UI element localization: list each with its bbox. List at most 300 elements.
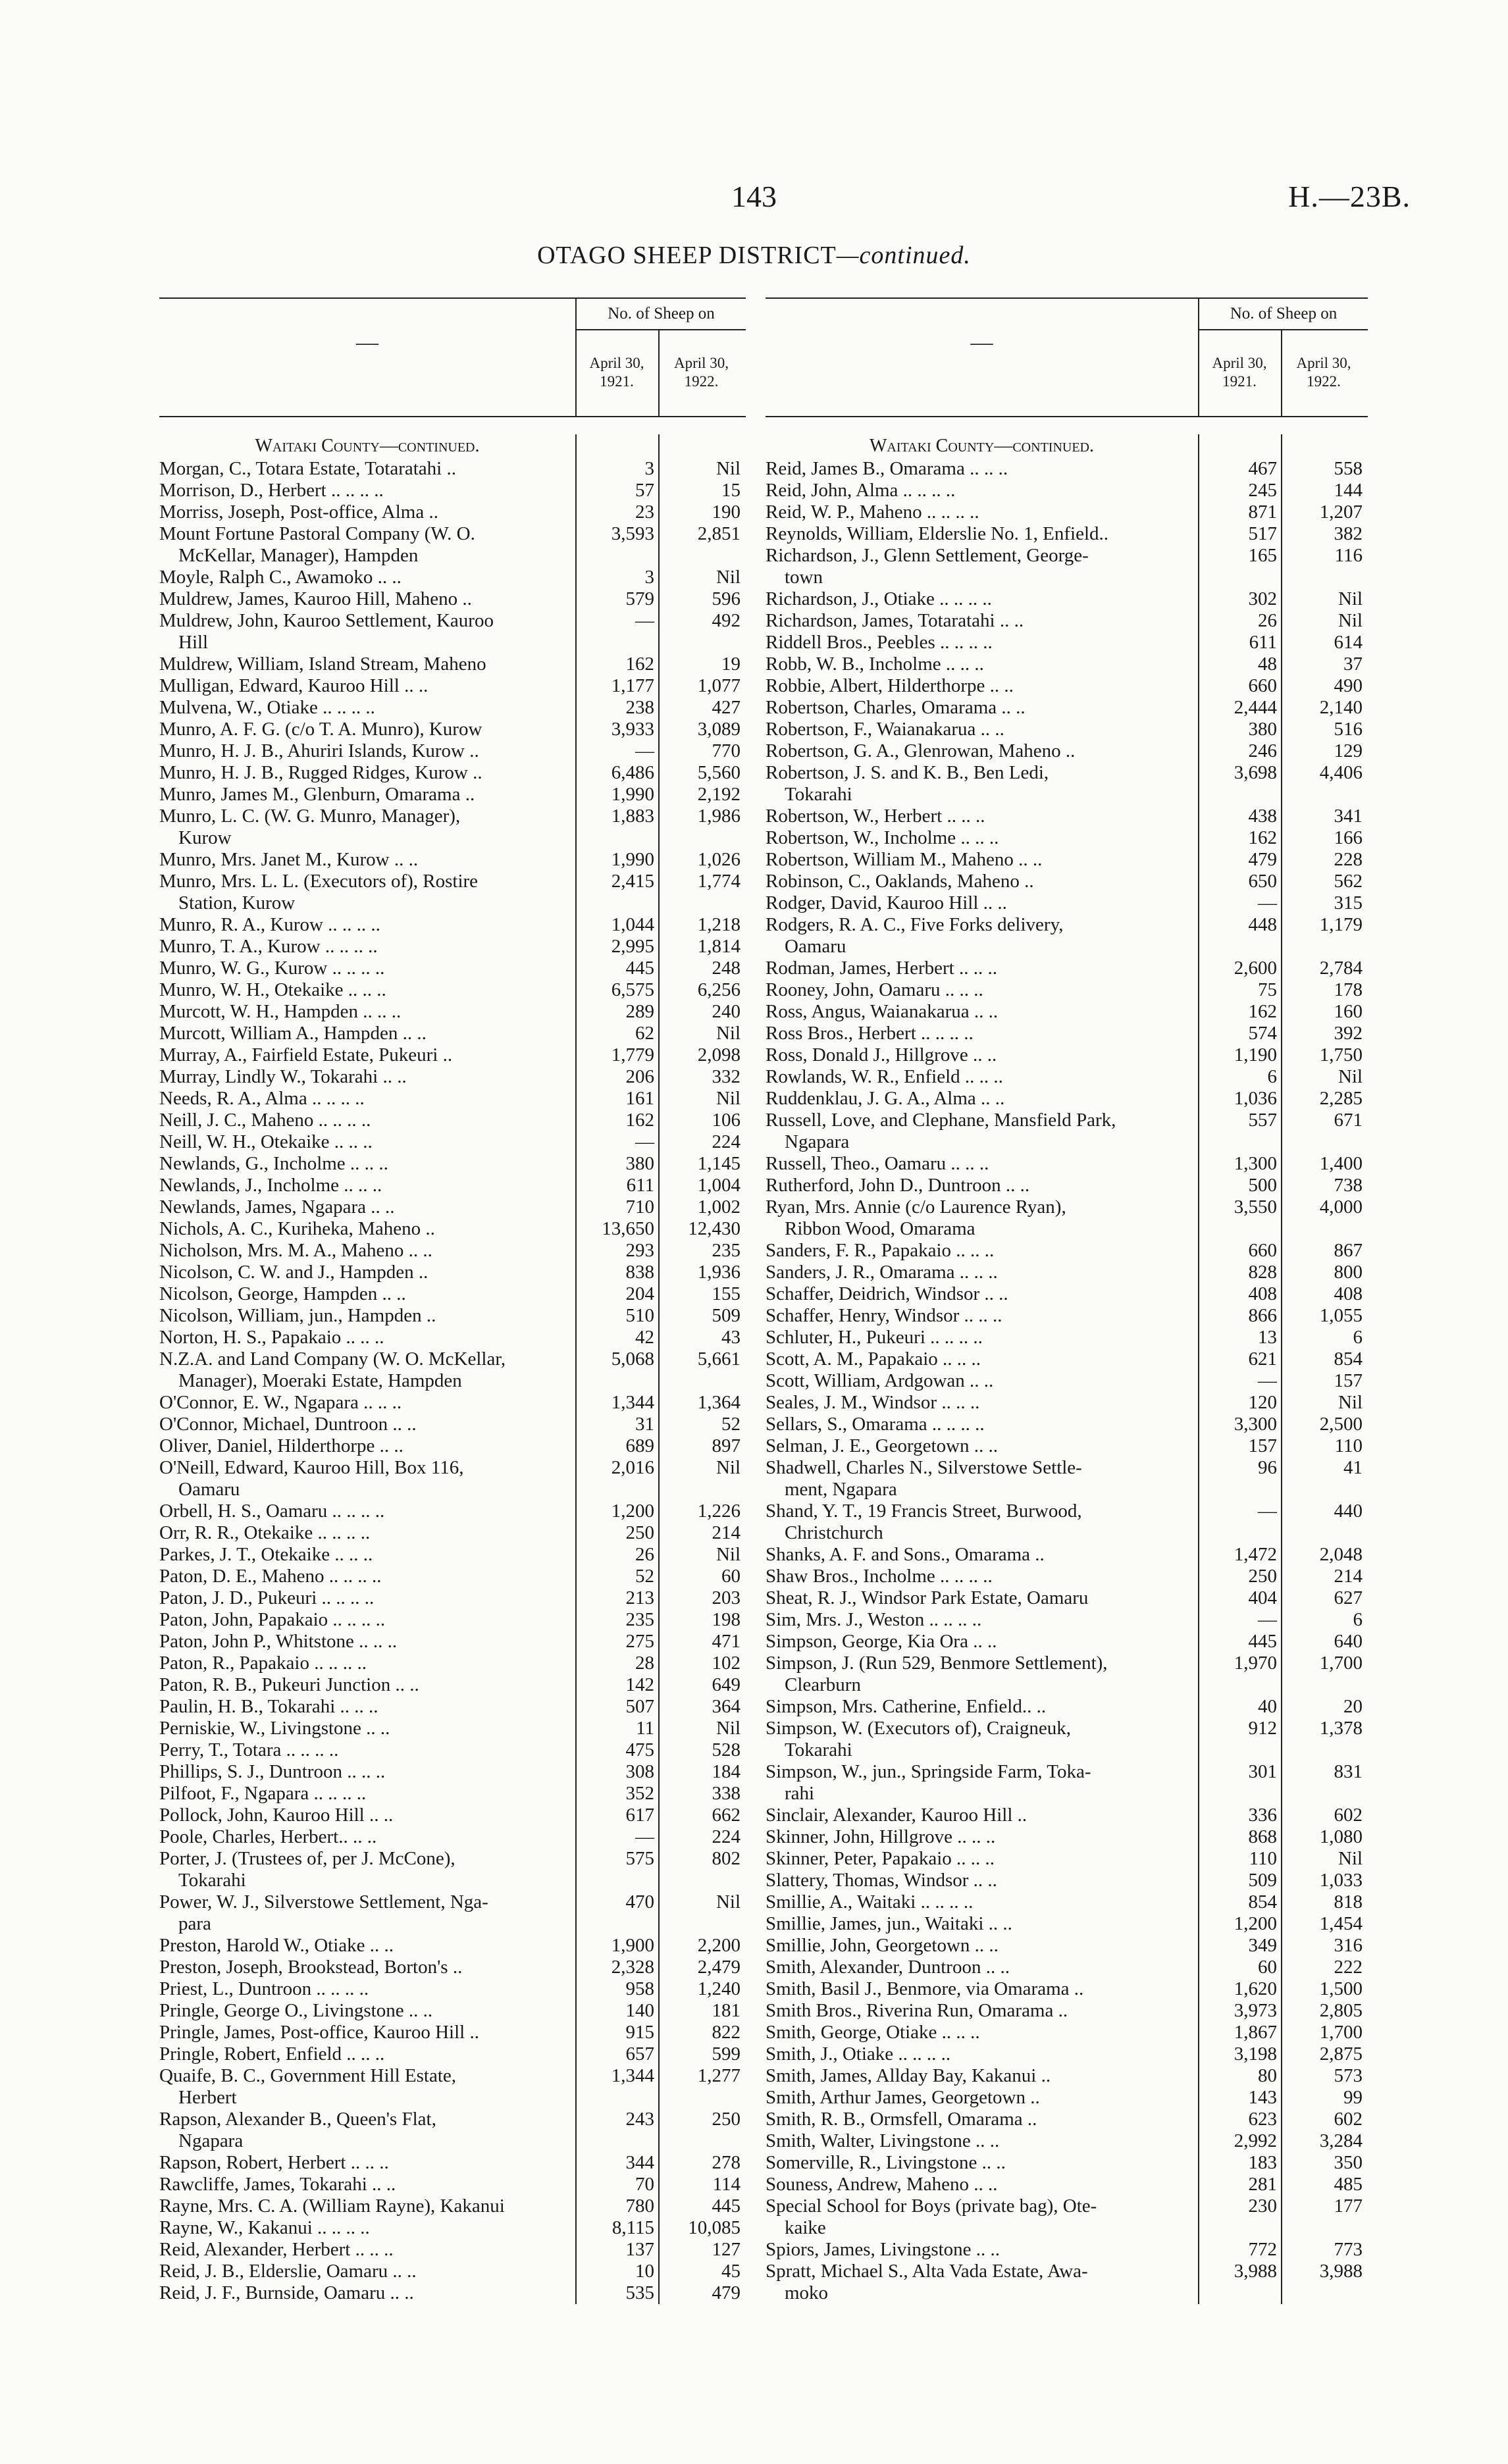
sheep-1921: 660 — [1248, 1240, 1277, 1261]
table-row — [766, 1913, 1368, 1935]
table-row — [766, 675, 1368, 697]
owner-name: Muldrew, William, Island Stream, Maheno — [159, 654, 486, 675]
sheep-1922: 214 — [1334, 1566, 1363, 1587]
owner-name: Seales, J. M., Windsor .. .. .. — [766, 1392, 980, 1413]
col-1921-header — [1198, 330, 1281, 415]
sheep-1922: 1,240 — [697, 1978, 741, 1999]
table-row — [766, 1696, 1368, 1718]
owner-name: Muldrew, John, Kauroo Settlement, Kauroo Hill — [159, 610, 494, 653]
table-row — [766, 1088, 1368, 1110]
owner-name: Parkes, J. T., Otekaike .. .. .. — [159, 1544, 373, 1565]
sheep-1922: 867 — [1334, 1240, 1363, 1261]
table-row — [766, 1153, 1368, 1175]
sheep-1922: 6,256 — [697, 979, 741, 1000]
sheep-1922: 1,077 — [697, 675, 741, 696]
table-row — [766, 1587, 1368, 1609]
sheep-1921: 1,044 — [611, 914, 654, 935]
sheep-1922: 203 — [712, 1587, 741, 1608]
table-row — [766, 1631, 1368, 1653]
table-row — [766, 2000, 1368, 2022]
sheep-1922: 490 — [1334, 675, 1363, 696]
blank-column-header: — — [356, 330, 378, 355]
owner-name: Spiors, James, Livingstone .. .. — [766, 2239, 1001, 2260]
sheep-1921: 31 — [635, 1414, 654, 1435]
table-row — [766, 1435, 1368, 1457]
owner-name: Needs, R. A., Alma .. .. .. .. — [159, 1088, 365, 1109]
sheep-1921: 206 — [625, 1066, 654, 1087]
sheep-1922: 106 — [712, 1110, 741, 1131]
owner-name: Schluter, H., Pukeuri .. .. .. .. — [766, 1327, 983, 1348]
sheep-1921: 42 — [635, 1327, 654, 1348]
sheep-1922: 2,140 — [1319, 697, 1363, 718]
left-table-header — [159, 297, 746, 417]
sheep-1922: Nil — [715, 1891, 741, 1912]
table-row — [766, 2152, 1368, 2174]
sheep-1921: 165 — [1248, 545, 1277, 566]
sheep-1922: 2,875 — [1319, 2043, 1363, 2065]
table-row — [766, 1066, 1368, 1088]
sheep-1922: 240 — [712, 1001, 741, 1022]
sheep-1921: 958 — [625, 1978, 654, 1999]
owner-name: Rapson, Alexander B., Queen's Flat, Ngapara — [159, 2109, 436, 2151]
sheep-1922: 558 — [1334, 458, 1363, 479]
sheep-1921: 183 — [1248, 2152, 1277, 2173]
right-table — [766, 297, 1368, 2304]
sheep-1922: 116 — [1334, 545, 1363, 566]
owner-name: Munro, T. A., Kurow .. .. .. .. — [159, 936, 378, 957]
owner-name: Reid, J. F., Burnside, Oamaru .. .. — [159, 2282, 414, 2303]
sheep-1922: Nil — [1338, 1066, 1363, 1087]
table-row — [766, 719, 1368, 740]
sheep-1921: 380 — [625, 1153, 654, 1174]
sheep-1921: 250 — [625, 1522, 654, 1543]
page-number: 143 — [731, 180, 777, 213]
sheep-1922: 10,085 — [688, 2217, 741, 2238]
col-1922-header — [1281, 330, 1366, 415]
sheep-1921: 475 — [625, 1739, 654, 1760]
col-1922-date: April 30, — [1296, 355, 1351, 371]
table-row — [766, 914, 1368, 958]
table-row — [766, 1935, 1368, 1957]
owner-name: Munro, H. J. B., Rugged Ridges, Kurow .. — [159, 762, 482, 783]
owner-name: Smith, Basil J., Benmore, via Omarama .. — [766, 1978, 1084, 1999]
owner-name: Rooney, John, Oamaru .. .. .. — [766, 979, 983, 1000]
sheep-1921: 161 — [625, 1088, 654, 1109]
column-divider — [658, 434, 660, 2304]
sheep-1921: — — [635, 1131, 654, 1152]
sheep-1921: 866 — [1248, 1305, 1277, 1326]
sheep-1921: 8,115 — [611, 2217, 654, 2238]
owner-name: Smith Bros., Riverina Run, Omarama .. — [766, 2000, 1068, 2021]
owner-name: Munro, R. A., Kurow .. .. .. .. — [159, 914, 380, 935]
sheep-1922: Nil — [715, 1088, 741, 1109]
sheep-1921: 3,988 — [1234, 2261, 1277, 2282]
sheep-1922: 562 — [1334, 871, 1363, 892]
sheep-1922: 1,080 — [1319, 1826, 1363, 1847]
sheep-1921: 344 — [625, 2152, 654, 2173]
sheep-1921: 2,992 — [1234, 2130, 1277, 2151]
sheep-1921: 275 — [625, 1631, 654, 1652]
table-row — [766, 458, 1368, 480]
sheep-1921: 1,883 — [611, 806, 654, 827]
sheep-1922: 2,479 — [697, 1957, 741, 1978]
owner-name: Perniskie, W., Livingstone .. .. — [159, 1718, 390, 1739]
owner-name: Morgan, C., Totara Estate, Totaratahi .. — [159, 458, 456, 479]
sheep-1922: 649 — [712, 1674, 741, 1695]
sheep-1921: 2,995 — [611, 936, 654, 957]
sheep-1921: 246 — [1248, 740, 1277, 761]
owner-name: Nicolson, William, jun., Hampden .. — [159, 1305, 436, 1326]
sheep-1922: 248 — [712, 958, 741, 979]
owner-name: Pilfoot, F., Ngapara .. .. .. .. — [159, 1783, 367, 1804]
report-reference: H.—23B. — [1288, 180, 1411, 213]
sheep-1921: 2,600 — [1234, 958, 1277, 979]
sheep-1921: 23 — [635, 501, 654, 523]
sheep-1922: 350 — [1334, 2152, 1363, 2173]
sheep-1922: 627 — [1334, 1587, 1363, 1608]
sheep-1922: 509 — [712, 1305, 741, 1326]
col-1922-header — [658, 330, 744, 415]
sheep-1921: 75 — [1258, 979, 1277, 1000]
table-row — [766, 2043, 1368, 2065]
sheep-1922: 41 — [1343, 1457, 1363, 1478]
sheep-1922: 1,700 — [1319, 2022, 1363, 2043]
sheep-1922: 214 — [712, 1522, 741, 1543]
owner-name: Smith, J., Otiake .. .. .. .. — [766, 2043, 951, 2065]
sheep-1922: 1,936 — [697, 1262, 741, 1283]
table-row — [766, 871, 1368, 892]
sheep-1922: 2,500 — [1319, 1414, 1363, 1435]
sheep-1922: 1,179 — [1319, 914, 1363, 935]
sheep-1921: — — [635, 1826, 654, 1847]
owner-name: Souness, Andrew, Maheno .. .. — [766, 2174, 998, 2195]
sheep-1922: 250 — [712, 2109, 741, 2130]
table-row — [766, 1978, 1368, 2000]
owner-name: Smillie, A., Waitaki .. .. .. .. — [766, 1891, 974, 1912]
sheep-1921: 230 — [1248, 2195, 1277, 2217]
owner-name: Skinner, John, Hillgrove .. .. .. — [766, 1826, 996, 1847]
owner-name: Sinclair, Alexander, Kauroo Hill .. — [766, 1805, 1027, 1826]
owner-name: Shand, Y. T., 19 Francis Street, Burwood, Christchurch — [766, 1501, 1082, 1543]
sheep-1921: 579 — [625, 588, 654, 609]
sheep-1921: 162 — [625, 1110, 654, 1131]
left-table — [159, 297, 746, 2304]
sheep-1921: 142 — [625, 1674, 654, 1695]
col-1922-year: 1922. — [1307, 373, 1341, 390]
sheep-1922: 102 — [712, 1653, 741, 1674]
owner-name: Schaffer, Henry, Windsor .. .. .. — [766, 1305, 1002, 1326]
owner-name: Pollock, John, Kauroo Hill .. .. — [159, 1805, 394, 1826]
owner-name: Priest, L., Duntroon .. .. .. .. — [159, 1978, 369, 1999]
sheep-1921: 838 — [625, 1262, 654, 1283]
sheep-1921: — — [1258, 892, 1277, 913]
sheep-1921: 1,900 — [611, 1935, 654, 1956]
sheep-1922: 278 — [712, 2152, 741, 2173]
table-row — [766, 2130, 1368, 2152]
sheep-1921: 140 — [625, 2000, 654, 2021]
sheep-1922: 1,750 — [1319, 1044, 1363, 1065]
owner-name: Special School for Boys (private bag), Ote- kaike — [766, 2195, 1097, 2238]
sheep-1922: 602 — [1334, 1805, 1363, 1826]
owner-name: Rawcliffe, James, Tokarahi .. .. — [159, 2174, 396, 2195]
owner-name: Porter, J. (Trustees of, per J. McCone), Tokarahi — [159, 1848, 455, 1891]
sheep-1922: 181 — [712, 2000, 741, 2021]
sheep-1922: 228 — [1334, 849, 1363, 870]
sheep-1921: 3,198 — [1234, 2043, 1277, 2065]
sheep-1922: 831 — [1334, 1761, 1363, 1782]
sheep-1922: 6 — [1353, 1609, 1363, 1630]
sheep-1922: 19 — [721, 654, 741, 675]
sheep-1922: 602 — [1334, 2109, 1363, 2130]
sheep-1921: 336 — [1248, 1805, 1277, 1826]
sheep-1921: — — [1258, 1609, 1277, 1630]
col-1921-date: April 30, — [1212, 355, 1267, 371]
sheep-1922: 144 — [1334, 480, 1363, 501]
table-row — [766, 806, 1368, 827]
sheep-1921: 57 — [635, 480, 654, 501]
owner-name: Riddell Bros., Peebles .. .. .. .. — [766, 632, 993, 653]
table-row — [766, 1240, 1368, 1262]
sheep-1921: 6 — [1267, 1066, 1277, 1087]
owner-name: N.Z.A. and Land Company (W. O. McKellar, Manager), Moeraki Estate, Hampden — [159, 1348, 506, 1391]
owner-name: Schaffer, Deidrich, Windsor .. .. — [766, 1283, 1008, 1304]
table-row — [766, 1262, 1368, 1283]
owner-name: Sheat, R. J., Windsor Park Estate, Oamaru — [766, 1587, 1089, 1608]
sheep-1921: 828 — [1248, 1262, 1277, 1283]
sheep-1922: 4,406 — [1319, 762, 1363, 783]
owner-name: Preston, Harold W., Otiake .. .. — [159, 1935, 394, 1956]
sheep-1922: 4,000 — [1319, 1196, 1363, 1218]
sheep-1922: 492 — [712, 610, 741, 631]
sheep-1921: 3,550 — [1234, 1196, 1277, 1218]
sheep-1922: Nil — [715, 1718, 741, 1739]
table-row — [766, 1023, 1368, 1044]
sheep-1921: 1,990 — [611, 849, 654, 870]
sheep-1921: 772 — [1248, 2239, 1277, 2260]
sheep-1922: 528 — [712, 1739, 741, 1760]
owner-name: Reid, James B., Omarama .. .. .. — [766, 458, 1008, 479]
owner-name: Smith, George, Otiake .. .. .. — [766, 2022, 980, 2043]
owner-name: Simpson, W. (Executors of), Craigneuk, Tokarahi — [766, 1718, 1071, 1760]
sheep-1921: 11 — [636, 1718, 654, 1739]
sheep-1921: 48 — [1258, 654, 1277, 675]
owner-name: Munro, Mrs. Janet M., Kurow .. .. — [159, 849, 419, 870]
owner-name: Smith, Walter, Livingstone .. .. — [766, 2130, 1000, 2151]
sheep-1921: 293 — [625, 1240, 654, 1261]
sheep-1921: 1,190 — [1234, 1044, 1277, 1065]
sheep-1922: 382 — [1334, 523, 1363, 544]
sheep-1922: 12,430 — [688, 1218, 741, 1239]
owner-name: Robertson, William M., Maheno .. .. — [766, 849, 1043, 870]
table-row — [766, 958, 1368, 979]
sheep-1922: 1,378 — [1319, 1718, 1363, 1739]
sheep-1922: 1,145 — [697, 1153, 741, 1174]
sheep-1922: 166 — [1334, 827, 1363, 848]
owner-name: Robertson, W., Herbert .. .. .. — [766, 806, 985, 827]
sheep-1921: 40 — [1258, 1696, 1277, 1717]
sheep-1921: 2,444 — [1234, 697, 1277, 718]
owner-name: Richardson, James, Totaratahi .. .. — [766, 610, 1024, 631]
sheep-1921: 657 — [625, 2043, 654, 2065]
sheep-1922: 332 — [712, 1066, 741, 1087]
sheep-1922: 5,560 — [697, 762, 741, 783]
table-row — [766, 2087, 1368, 2109]
sheep-1922: 471 — [712, 1631, 741, 1652]
owner-name: Sellars, S., Omarama .. .. .. .. — [766, 1414, 985, 1435]
col-1922-year: 1922. — [684, 373, 719, 390]
table-row — [766, 1196, 1368, 1240]
table-row — [766, 1348, 1368, 1370]
sheep-1921: 617 — [625, 1805, 654, 1826]
sheep-1921: 868 — [1248, 1826, 1277, 1847]
owner-name: Neill, J. C., Maheno .. .. .. .. — [159, 1110, 371, 1131]
sheep-1922: 178 — [1334, 979, 1363, 1000]
sheep-1922: 43 — [721, 1327, 741, 1348]
owner-name: Simpson, J. (Run 529, Benmore Settlement), Clearburn — [766, 1653, 1108, 1695]
sheep-1921: 352 — [625, 1783, 654, 1804]
owner-name: Muldrew, James, Kauroo Hill, Maheno .. — [159, 588, 472, 609]
sheep-1922: 1,774 — [697, 871, 741, 892]
owner-name: Spratt, Michael S., Alta Vada Estate, Awa- moko — [766, 2261, 1088, 2303]
owner-name: Reynolds, William, Elderslie No. 1, Enfield.. — [766, 523, 1109, 544]
owner-name: Robertson, Charles, Omarama .. .. — [766, 697, 1026, 718]
sheep-1921: 871 — [1248, 501, 1277, 523]
sheep-1922: 157 — [1334, 1370, 1363, 1391]
owner-name: Robbie, Albert, Hilderthorpe .. .. — [766, 675, 1014, 696]
owner-name: Pringle, James, Post-office, Kauroo Hill .. — [159, 2022, 479, 2043]
sheep-1922: 1,055 — [1319, 1305, 1363, 1326]
owner-name: Rowlands, W. R., Enfield .. .. .. — [766, 1066, 1003, 1087]
owner-name: Paton, John P., Whitstone .. .. .. — [159, 1631, 398, 1652]
owner-name: Reid, Alexander, Herbert .. .. .. — [159, 2239, 394, 2260]
table-row — [766, 1414, 1368, 1435]
sheep-1921: 854 — [1248, 1891, 1277, 1912]
sheep-1921: 780 — [625, 2195, 654, 2217]
owner-name: Smillie, John, Georgetown .. .. — [766, 1935, 999, 1956]
sheep-1921: 710 — [625, 1196, 654, 1218]
table-row — [766, 1327, 1368, 1348]
sheep-1922: Nil — [1338, 610, 1363, 631]
sheep-1922: 6 — [1353, 1327, 1363, 1348]
sheep-1921: 479 — [1248, 849, 1277, 870]
column-divider — [575, 434, 577, 2304]
sheep-1922: 316 — [1334, 1935, 1363, 1956]
sheep-1921: 448 — [1248, 914, 1277, 935]
owner-name: Munro, H. J. B., Ahuriri Islands, Kurow .. — [159, 740, 479, 761]
table-row — [766, 1957, 1368, 1978]
sheep-1921: 535 — [625, 2282, 654, 2303]
owner-name: Orr, R. R., Otekaike .. .. .. .. — [159, 1522, 371, 1543]
owner-name: Paulin, H. B., Tokarahi .. .. .. — [159, 1696, 378, 1717]
sheep-1922: 822 — [712, 2022, 741, 2043]
owner-name: Ross Bros., Herbert .. .. .. .. — [766, 1023, 974, 1044]
section-heading: Waitaki County—continued. — [255, 436, 480, 456]
sheep-1921: 912 — [1248, 1718, 1277, 1739]
left-table-body — [159, 434, 746, 2304]
sheep-1922: 45 — [721, 2261, 741, 2282]
table-row — [766, 1044, 1368, 1066]
owner-name: Poole, Charles, Herbert.. .. .. — [159, 1826, 377, 1847]
sheep-1921: 60 — [1258, 1957, 1277, 1978]
sheep-1921: 611 — [626, 1175, 654, 1196]
sheep-1921: 96 — [1258, 1457, 1277, 1478]
sheep-1922: 671 — [1334, 1110, 1363, 1131]
owner-name: Nicolson, George, Hampden .. .. — [159, 1283, 406, 1304]
owner-name: Smith, Alexander, Duntroon .. .. — [766, 1957, 1010, 1978]
owner-name: Rapson, Robert, Herbert .. .. .. — [159, 2152, 389, 2173]
sheep-1921: 445 — [1248, 1631, 1277, 1652]
sheep-1921: 3 — [644, 567, 654, 588]
owner-name: Rayne, Mrs. C. A. (William Rayne), Kakanui — [159, 2195, 505, 2217]
sheep-1922: 1,814 — [697, 936, 741, 957]
sheep-1922: 1,986 — [697, 806, 741, 827]
sheep-1921: 3,973 — [1234, 2000, 1277, 2021]
owner-name: Murray, A., Fairfield Estate, Pukeuri .. — [159, 1044, 453, 1065]
owner-name: Sanders, J. R., Omarama .. .. .. — [766, 1262, 998, 1283]
owner-name: Smith, James, Allday Bay, Kakanui .. — [766, 2065, 1051, 2086]
sheep-1922: 599 — [712, 2043, 741, 2065]
sheep-1921: 1,344 — [611, 1392, 654, 1413]
owner-name: Munro, James M., Glenburn, Omarama .. — [159, 784, 475, 805]
sheep-1922: Nil — [715, 1023, 741, 1044]
sheep-1922: 440 — [1334, 1501, 1363, 1522]
owner-name: Ross, Donald J., Hillgrove .. .. — [766, 1044, 997, 1065]
sheep-1922: Nil — [1338, 1848, 1363, 1869]
sheep-1921: 162 — [625, 654, 654, 675]
owner-name: Slattery, Thomas, Windsor .. .. — [766, 1870, 997, 1891]
sheep-1922: 1,026 — [697, 849, 741, 870]
group-label: No. of Sheep on — [577, 299, 746, 330]
table-row — [766, 1305, 1368, 1327]
sheep-1921: 623 — [1248, 2109, 1277, 2130]
sheep-1922: 1,004 — [697, 1175, 741, 1196]
table-row — [766, 523, 1368, 545]
owner-name: Robb, W. B., Incholme .. .. .. — [766, 654, 984, 675]
sheep-1922: 1,207 — [1319, 501, 1363, 523]
sheep-1922: 802 — [712, 1848, 741, 1869]
sheep-1922: 364 — [712, 1696, 741, 1717]
owner-name: Reid, W. P., Maheno .. .. .. .. — [766, 501, 979, 523]
sheep-1921: 689 — [625, 1435, 654, 1456]
owner-name: Richardson, J., Glenn Settlement, George- town — [766, 545, 1089, 588]
sheep-1921: 611 — [1249, 632, 1277, 653]
col-1921-date: April 30, — [589, 355, 644, 371]
table-row — [766, 1609, 1368, 1631]
sheep-1922: 2,851 — [697, 523, 741, 544]
sheep-1921: 204 — [625, 1283, 654, 1304]
sheep-1922: 20 — [1343, 1696, 1363, 1717]
sheep-1921: 557 — [1248, 1110, 1277, 1131]
owner-name: Munro, W. H., Otekaike .. .. .. — [159, 979, 386, 1000]
sheep-1921: 80 — [1258, 2065, 1277, 2086]
table-row — [766, 1805, 1368, 1826]
sheep-1922: 3,089 — [697, 719, 741, 740]
table-row — [766, 1110, 1368, 1153]
table-row — [766, 1544, 1368, 1566]
sheep-1922: 1,400 — [1319, 1153, 1363, 1174]
sheep-1921: 517 — [1248, 523, 1277, 544]
owner-name: Robertson, G. A., Glenrowan, Maheno .. — [766, 740, 1076, 761]
sheep-1921: 438 — [1248, 806, 1277, 827]
table-row — [766, 501, 1368, 523]
sheep-1921: 1,200 — [611, 1501, 654, 1522]
sheep-1921: 467 — [1248, 458, 1277, 479]
sheep-1921: 3,593 — [611, 523, 654, 544]
owner-name: Rodger, David, Kauroo Hill .. .. — [766, 892, 1007, 913]
table-row — [766, 979, 1368, 1001]
table-row — [766, 1001, 1368, 1023]
sheep-1921: 2,415 — [611, 871, 654, 892]
